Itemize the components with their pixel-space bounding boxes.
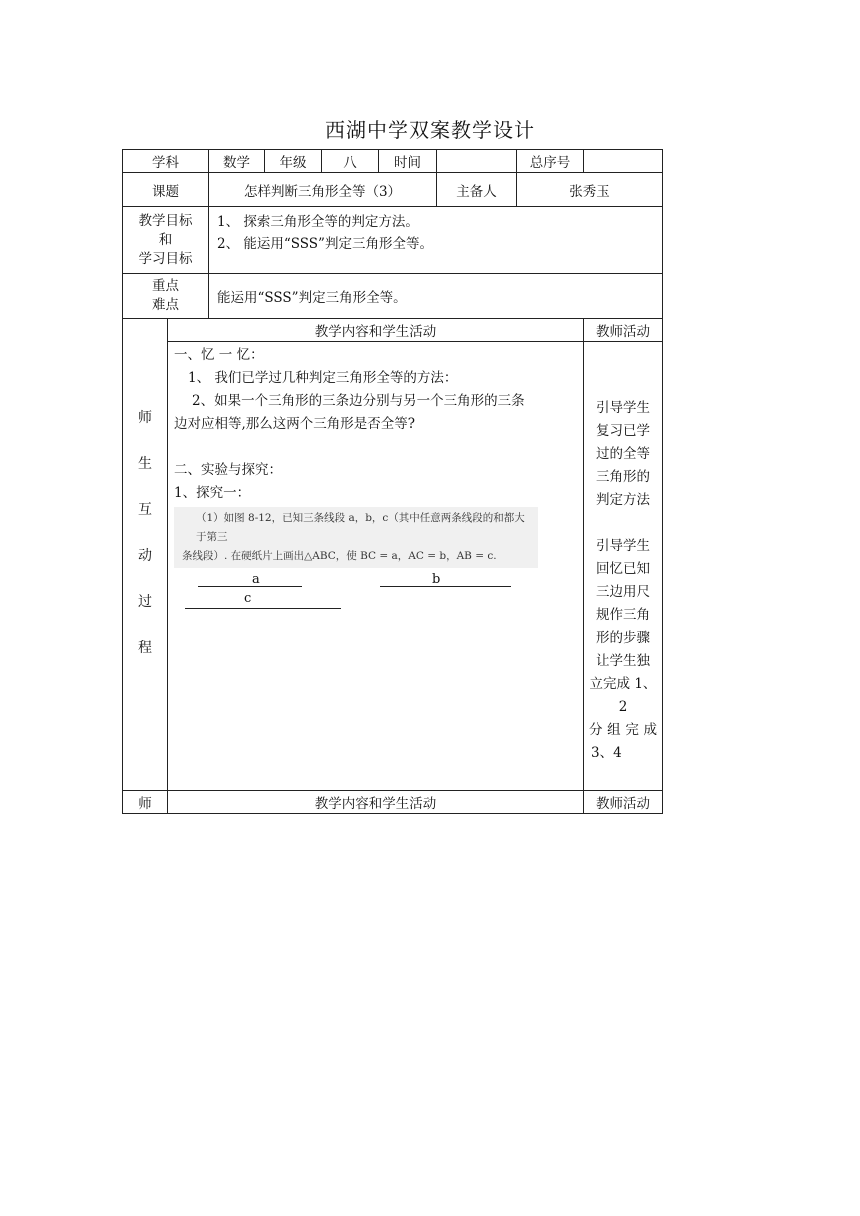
teacher-line: 让学生独 [596, 653, 650, 669]
time-value [437, 150, 517, 173]
seq-value [584, 150, 663, 173]
teacher-activity [584, 342, 663, 791]
excerpt-line: （1）如图 8-12，已知三条线段 a，b，c（其中任意两条线段的和都大于第三 [196, 512, 525, 543]
process-teacher-header: 教师活动 [584, 319, 663, 342]
goals-label-line: 学习目标 [138, 250, 193, 267]
segment-a-label: a [252, 572, 260, 587]
section2-title: 二、实验与探究： [174, 462, 282, 478]
grade-label: 年级 [265, 150, 322, 173]
segment-c-label: c [244, 591, 252, 606]
subject-label: 学科 [123, 150, 209, 173]
excerpt-line: 条线段）. 在硬纸片上画出△ABC，使 BC = a，AC = b，AB = c. [182, 550, 497, 562]
prep-value: 张秀玉 [517, 173, 663, 207]
teacher-line [586, 512, 660, 535]
prep-label: 主备人 [437, 173, 517, 207]
teacher-line: 分 组 完 成 [589, 722, 657, 738]
segment-b [380, 586, 511, 587]
document-title: 西湖中学双案教学设计 [325, 118, 535, 142]
teacher-line: 回忆已知 [596, 561, 650, 577]
teacher-line: 引导学生 [596, 538, 650, 554]
goal-item: 1、 探索三角形全等的判定方法。 [217, 214, 419, 230]
lesson-plan-table [122, 149, 663, 814]
teacher-line: 3、4 [591, 745, 622, 761]
question-1: 1、 我们已学过几种判定三角形全等的方法： [188, 370, 458, 386]
explore-1: 1、探究一： [174, 485, 251, 501]
subject-value: 数学 [209, 150, 265, 173]
process-header-row [123, 319, 663, 342]
question-2-line2: 边对应相等,那么这两个三角形是否全等? [174, 416, 416, 432]
textbook-excerpt [174, 507, 538, 568]
info-row-2 [123, 173, 663, 207]
teacher-line: 引导学生 [596, 400, 650, 416]
teacher-line: 三边用尺 [596, 584, 650, 600]
teacher-line: 过的全等 [596, 446, 650, 462]
process-content-header: 教学内容和学生活动 [168, 319, 584, 342]
side-char: 生 [138, 456, 152, 472]
segment-b-label: b [432, 572, 441, 587]
footer-row [123, 791, 663, 814]
keypoints-row [123, 274, 663, 319]
teacher-line: 三角形的 [596, 469, 650, 485]
keypoints-label-line: 重点 [152, 278, 179, 294]
process-side-label [123, 319, 168, 791]
teacher-line: 规作三角 [596, 607, 650, 623]
side-char: 过 [138, 594, 152, 610]
footer-content-header: 教学内容和学生活动 [168, 791, 584, 814]
goals-label-line: 教学目标 [138, 212, 193, 229]
seq-label: 总序号 [517, 150, 584, 173]
segments-figure [174, 568, 577, 628]
goals-label-line: 和 [158, 231, 173, 248]
goals-content [209, 207, 663, 274]
topic-value: 怎样判断三角形全等（3） [209, 173, 437, 207]
question-2-line1: 2、如果一个三角形的三条边分别与另一个三角形的三条 [192, 393, 525, 409]
teacher-line: 形的步骤 [596, 630, 650, 646]
footer-teacher-header: 教师活动 [584, 791, 663, 814]
grade-value: 八 [322, 150, 379, 173]
section1-title: 一、忆 一 忆： [174, 347, 264, 363]
side-char: 师 [138, 410, 152, 426]
teacher-line: 判定方法 [596, 492, 650, 508]
process-content-row [123, 342, 663, 791]
goals-row [123, 207, 663, 274]
side-char: 程 [138, 640, 152, 656]
goal-item: 2、 能运用“SSS”判定三角形全等。 [217, 236, 433, 252]
segment-c [185, 608, 341, 609]
time-label: 时间 [379, 150, 437, 173]
teacher-line: 复习已学 [596, 423, 650, 439]
keypoints-label [123, 274, 209, 319]
keypoints-text: 能运用“SSS”判定三角形全等。 [209, 274, 663, 319]
side-char: 互 [138, 502, 152, 518]
info-row-1 [123, 150, 663, 173]
topic-label: 课题 [123, 173, 209, 207]
goals-label [123, 207, 209, 274]
process-content [168, 342, 584, 791]
keypoints-label-line: 难点 [152, 297, 179, 313]
side-char: 动 [138, 548, 152, 564]
footer-left: 师 [123, 791, 168, 814]
teacher-line: 立完成 1、2 [589, 676, 657, 715]
